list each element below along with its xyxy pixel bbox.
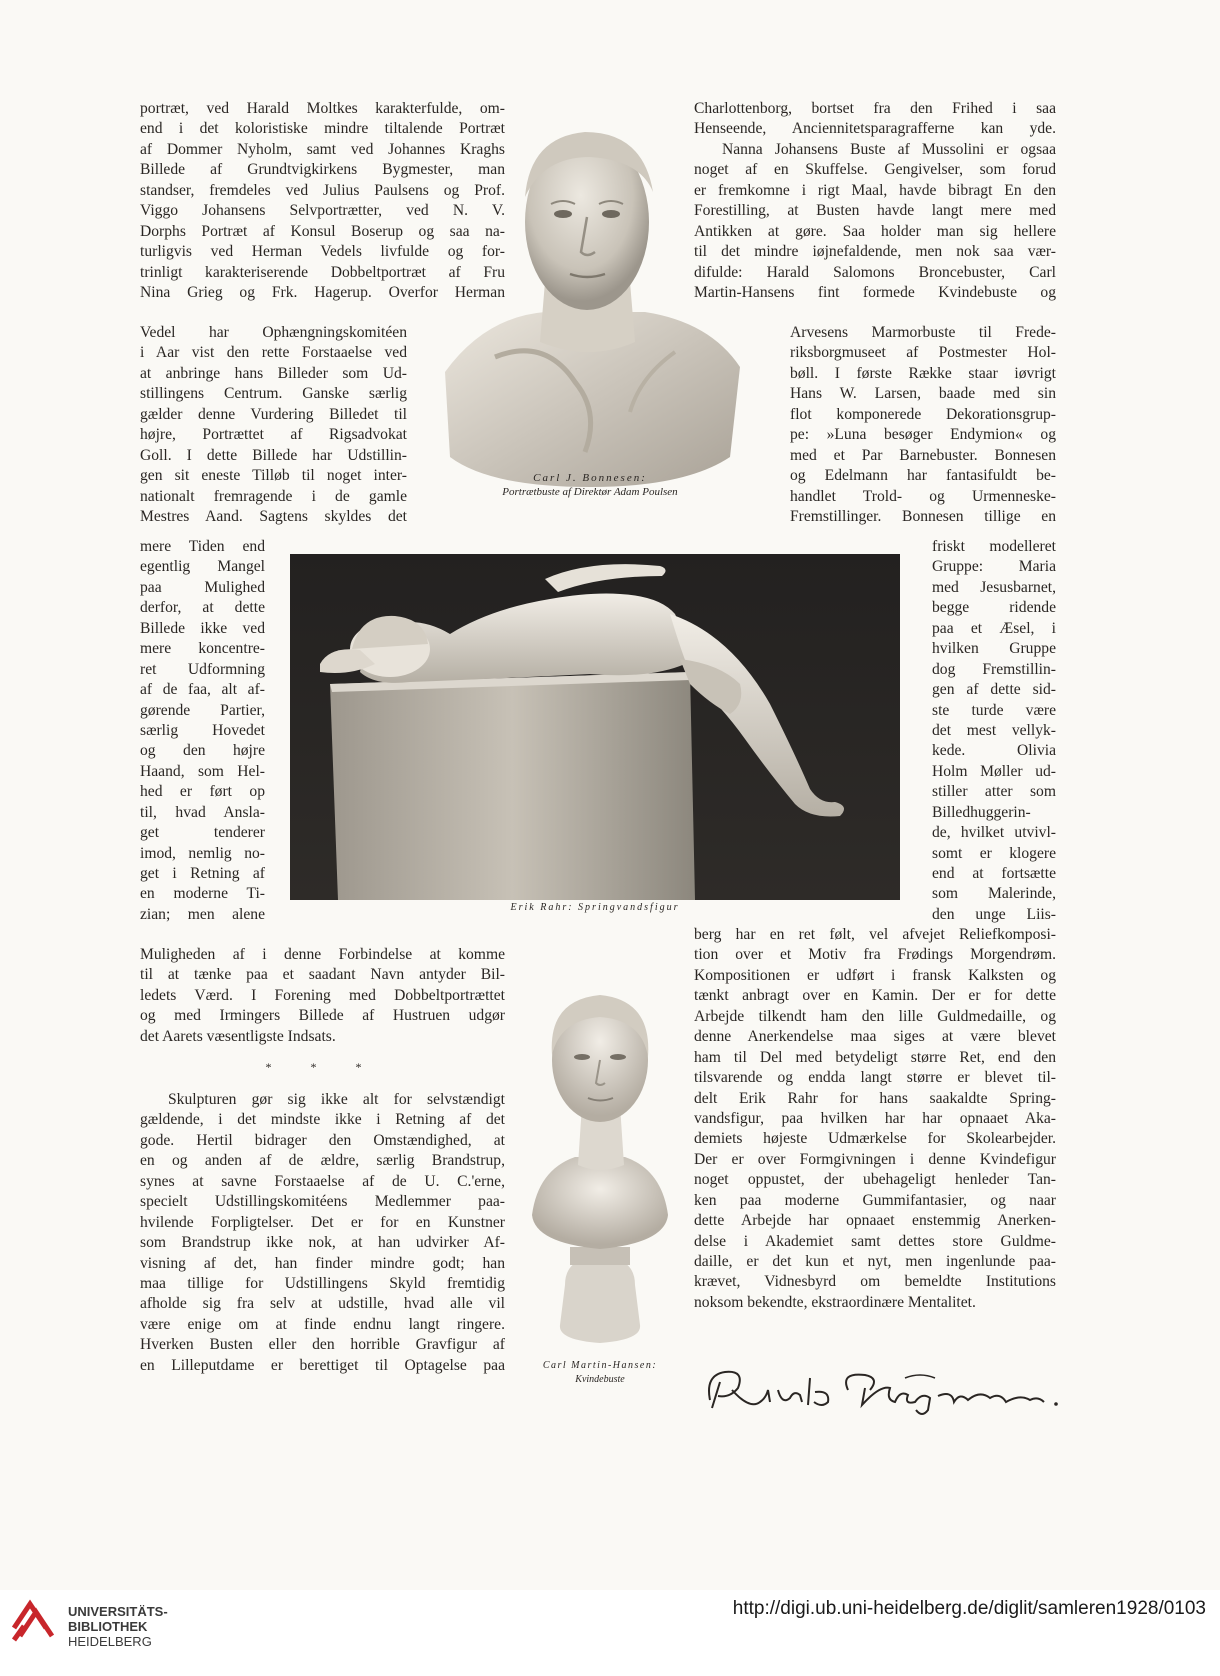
- text-line: nationalt fremragende i de gamle: [140, 487, 407, 505]
- text-line: handlet Trold- og Urmenneske-: [790, 487, 1056, 505]
- text-line: Gruppe: Maria: [932, 558, 1056, 576]
- text-line: af Dommer Nyholm, samt ved Johannes Kraghs: [140, 140, 505, 158]
- library-name: UNIVERSITÄTS- BIBLIOTHEK HEIDELBERG: [68, 1604, 168, 1649]
- library-logo-icon: [10, 1598, 58, 1648]
- text-line: hvilende Forpligtelser. Det er for en Kunstner: [140, 1213, 505, 1231]
- text-line: den unge Liis-: [932, 905, 1056, 923]
- text-line: daille, er det kun et nyt, men ingenlunde paa-: [694, 1253, 1056, 1270]
- text-line: stiller atter som: [932, 783, 1056, 801]
- text-line: som Malerinde,: [932, 885, 1056, 903]
- text-line: Viggo Johansens Selvportrætter, ved N. V.: [140, 202, 505, 220]
- text-line: get tenderer: [140, 824, 265, 842]
- text-line: Dorphs Portræt af Konsul Boserup og saa na-: [140, 222, 505, 240]
- text-line: til det mindre iøjnefaldende, men nok saa vær-: [694, 243, 1056, 261]
- text-line: standser, fremdeles ved Julius Paulsens og Prof.: [140, 181, 505, 199]
- text-line: derfor, at dette: [140, 599, 265, 617]
- text-line: gen af dette sid-: [932, 681, 1056, 699]
- text-line: ken paa moderne Gummifantasier, og naar: [694, 1191, 1056, 1209]
- left-column-bottom-a: [140, 945, 505, 1047]
- text-line: denne Anerkendelse maa siges at være blevet: [694, 1028, 1056, 1046]
- portrait-bust-photo: [425, 112, 755, 492]
- text-line: en og anden af de ældre, særlig Brandstrup,: [140, 1152, 505, 1170]
- text-line: specielt Udstillingskomitéens Medlemmer paa-: [140, 1193, 505, 1211]
- female-bust-photo: [520, 965, 680, 1355]
- text-line: delse i Akademiet samt dettes store Guldme-: [694, 1232, 1056, 1250]
- text-line: Billede af Grundtvigkirkens Bygmester, man: [140, 161, 505, 179]
- text-line: Skulpturen gør sig ikke alt for selvstændigt: [168, 1091, 505, 1108]
- text-line: tilsvarende og endda langt større er blevet til-: [694, 1069, 1056, 1087]
- left-column-bottom-b: [140, 1090, 505, 1376]
- text-line: Billedhuggerin-: [932, 803, 1031, 821]
- text-line: og med Irmingers Billede af Hustruen udgør: [140, 1007, 505, 1025]
- text-line: til at tænke paa et saadant Navn antyder Bil-: [140, 966, 505, 984]
- text-line: zian; men alene: [140, 905, 265, 923]
- text-line: mere Tiden end: [140, 538, 265, 555]
- text-line: paa et Æsel, i: [932, 619, 1056, 637]
- text-line: er fremkomne i rigt Maal, havde bibragt En den: [694, 181, 1056, 199]
- right-column-bottom: [694, 925, 1056, 1313]
- text-line: bøll. I første Række staar iøvrigt: [790, 364, 1056, 382]
- right-column-narrow: [932, 537, 1056, 925]
- section-divider: * * *: [265, 1060, 380, 1074]
- bust2-caption-title: Kvindebuste: [575, 1374, 625, 1385]
- female-bust-image: [520, 965, 680, 1355]
- text-line: Holm Møller ud-: [932, 762, 1056, 780]
- text-line: imod, nemlig no-: [140, 844, 265, 862]
- text-line: af de faa, alt af-: [140, 681, 265, 699]
- bust1-caption-title: Portrætbuste af Direktør Adam Poulsen: [502, 486, 678, 498]
- text-line: ham til Del med betydeligt større Ret, end den: [694, 1048, 1056, 1066]
- text-line: synes at savne Forstaaelse af de U. C.'erne,: [140, 1172, 505, 1190]
- text-line: noksom bekendte, ekstraordinære Mentalitet.: [694, 1293, 976, 1311]
- text-line: krævet, Vidnesbyrd om bemeldte Institutions: [694, 1273, 1056, 1291]
- text-line: til, hvad Ansla-: [140, 803, 265, 821]
- text-line: delt Erik Rahr for hans saakaldte Spring-: [694, 1089, 1056, 1107]
- text-line: friskt modelleret: [932, 538, 1056, 555]
- text-line: stillingens Centrum. Ganske særlig: [140, 385, 407, 403]
- text-line: egentlig Mangel: [140, 558, 265, 576]
- text-line: gældende, i det mindste ikke i Retning af det: [140, 1111, 505, 1129]
- text-line: riksborgmuseet af Postmester Hol-: [790, 344, 1056, 362]
- text-line: Nanna Johansens Buste af Mussolini er ogsaa: [722, 140, 1056, 158]
- text-line: noget oppustet, der ubehageligt henleder Tan-: [694, 1171, 1056, 1189]
- text-line: Arbejde tilkendt ham den lille Guldmedaille, og: [694, 1007, 1056, 1025]
- text-line: Vedel har Ophængningskomitéen: [140, 324, 407, 341]
- text-line: gen sit eneste Tilløb til noget inter-: [140, 467, 407, 485]
- text-line: vandsfigur, paa hvilken har har opnaaet Aka-: [694, 1109, 1056, 1127]
- text-line: hed er ført op: [140, 783, 265, 801]
- text-line: Charlottenborg, bortset fra den Frihed i saa: [694, 100, 1056, 117]
- text-line: tænkt anbragt over en Kamin. Der er for dette: [694, 987, 1056, 1005]
- text-line: Antikken at gøre. Saa holder man sig hellere: [694, 222, 1056, 240]
- text-line: pe: »Luna besøger Endymion« og: [790, 426, 1056, 444]
- text-line: trinligt karakteriserende Dobbeltportræt af Fru: [140, 263, 505, 281]
- text-line: en Lilleputdame er berettiget til Optagelse paa: [140, 1356, 505, 1374]
- text-line: gode. Hertil bidrager den Omstændighed, at: [140, 1131, 505, 1149]
- text-line: end i det koloristiske mindre tiltalende Portræt: [140, 120, 505, 138]
- left-column-narrow: [140, 537, 265, 925]
- text-line: Hverken Busten eller den horrible Gravfigur af: [140, 1336, 505, 1354]
- text-line: en moderne Ti-: [140, 885, 265, 903]
- source-url-link[interactable]: http://digi.ub.uni-heidelberg.de/diglit/samleren1928/0103: [732, 1598, 1206, 1619]
- text-line: med et Par Barnebuster. Bonnesen: [790, 446, 1056, 464]
- text-line: ret Udformning: [140, 660, 265, 678]
- text-line: Haand, som Hel-: [140, 762, 265, 780]
- text-line: Arvesens Marmorbuste til Frede-: [790, 324, 1056, 341]
- text-line: de, hvilket utvivl-: [932, 824, 1056, 842]
- left-column-mid: [140, 323, 407, 527]
- text-line: ledets Værd. I Forening med Dobbeltportrættet: [140, 986, 505, 1004]
- text-line: gælder denne Vurdering Billedet til: [140, 405, 407, 423]
- text-line: være enige om at finde endnu langt ringere.: [140, 1315, 505, 1333]
- text-line: Hans W. Larsen, baade med sin: [790, 385, 1056, 403]
- right-column-mid: [790, 323, 1056, 527]
- text-line: gørende Partier,: [140, 701, 265, 719]
- text-line: berg har en ret følt, vel afvejet Reliefkomposi-: [694, 926, 1056, 943]
- text-line: flot komponerede Dekorationsgrup-: [790, 405, 1056, 423]
- text-line: maa tillige for Udstillingens Skyld fremtidig: [140, 1274, 505, 1292]
- text-line: Goll. I dette Billede har Udstillin-: [140, 446, 407, 464]
- text-line: Der er over Formgivningen i denne Kvindefigur: [694, 1150, 1056, 1168]
- text-line: kede. Olivia: [932, 742, 1056, 760]
- text-line: som Brandstrup ikke nok, at han udvirker Af-: [140, 1234, 505, 1252]
- text-line: begge ridende: [932, 599, 1056, 617]
- text-line: end at fortsætte: [932, 865, 1056, 882]
- text-line: mere koncentre-: [140, 640, 265, 658]
- text-line: paa Mulighed: [140, 578, 265, 596]
- text-line: tion over et Motiv fra Frødings Morgendrøm.: [694, 946, 1056, 964]
- signature-image: [690, 1360, 1090, 1420]
- text-line: og Edelmann har fantasifuldt be-: [790, 467, 1056, 485]
- text-line: Henseende, Anciennitetsparagrafferne kan yde.: [694, 120, 1056, 138]
- reclining-figure-image: [290, 554, 900, 900]
- text-line: Billede ikke ved: [140, 619, 265, 637]
- text-line: Muligheden af i denne Forbindelse at komme: [140, 946, 505, 963]
- text-line: Fremstillinger. Bonnesen tillige en: [790, 507, 1056, 525]
- text-line: get i Retning af: [140, 865, 265, 882]
- text-line: demiets højeste Udmærkelse for Skolearbejder.: [694, 1130, 1056, 1148]
- text-line: dog Fremstillin-: [932, 660, 1056, 678]
- text-line: noget af en Skuffelse. Gengivelser, som forud: [694, 161, 1056, 179]
- text-line: Forestilling, at Busten havde langt mere med: [694, 202, 1056, 220]
- text-line: Mestres Aand. Sagtens skyldes det: [140, 507, 407, 525]
- text-line: og den højre: [140, 742, 265, 760]
- text-line: særlig Hovedet: [140, 721, 265, 739]
- text-line: Kompositionen er udført i fransk Kalksten og: [694, 966, 1056, 984]
- text-line: det mest vellyk-: [932, 721, 1056, 739]
- text-line: portræt, ved Harald Moltkes karakterfulde, om-: [140, 100, 505, 117]
- text-line: det Aarets væsentligste Indsats.: [140, 1027, 336, 1045]
- text-line: med Jesusbarnet,: [932, 578, 1056, 596]
- text-line: afholde sig fra selv at udstille, hvad alle vil: [140, 1295, 505, 1313]
- text-line: somt er klogere: [932, 844, 1056, 862]
- male-bust-image: [425, 112, 755, 492]
- reclining-figure-photo: [290, 554, 900, 900]
- text-line: turligvis ved Herman Vedels livfulde og for-: [140, 243, 505, 261]
- text-line: højre, Portrættet af Rigsadvokat: [140, 426, 407, 444]
- text-line: Nina Grieg og Frk. Hagerup. Overfor Herman: [140, 283, 505, 301]
- text-line: dette Arbejde har opnaaet enstemmig Anerken-: [694, 1212, 1056, 1230]
- signature: [690, 1360, 1090, 1420]
- figure-caption: Erik Rahr: Springvandsfigur: [510, 902, 680, 913]
- text-line: ste turde være: [932, 701, 1056, 719]
- bust1-caption-artist: Carl J. Bonnesen:: [533, 472, 647, 484]
- bust2-caption-artist: Carl Martin-Hansen:: [542, 1360, 658, 1371]
- text-line: Martin-Hansens fint formede Kvindebuste og: [694, 283, 1056, 301]
- text-line: i Aar vist den rette Forstaaelse ved: [140, 344, 407, 362]
- text-line: difulde: Harald Salomons Broncebuster, Carl: [694, 263, 1056, 281]
- text-line: at anbringe hans Billeder som Ud-: [140, 364, 407, 382]
- text-line: visning af det, han finder mindre godt; han: [140, 1254, 505, 1272]
- text-line: hvilken Gruppe: [932, 640, 1056, 658]
